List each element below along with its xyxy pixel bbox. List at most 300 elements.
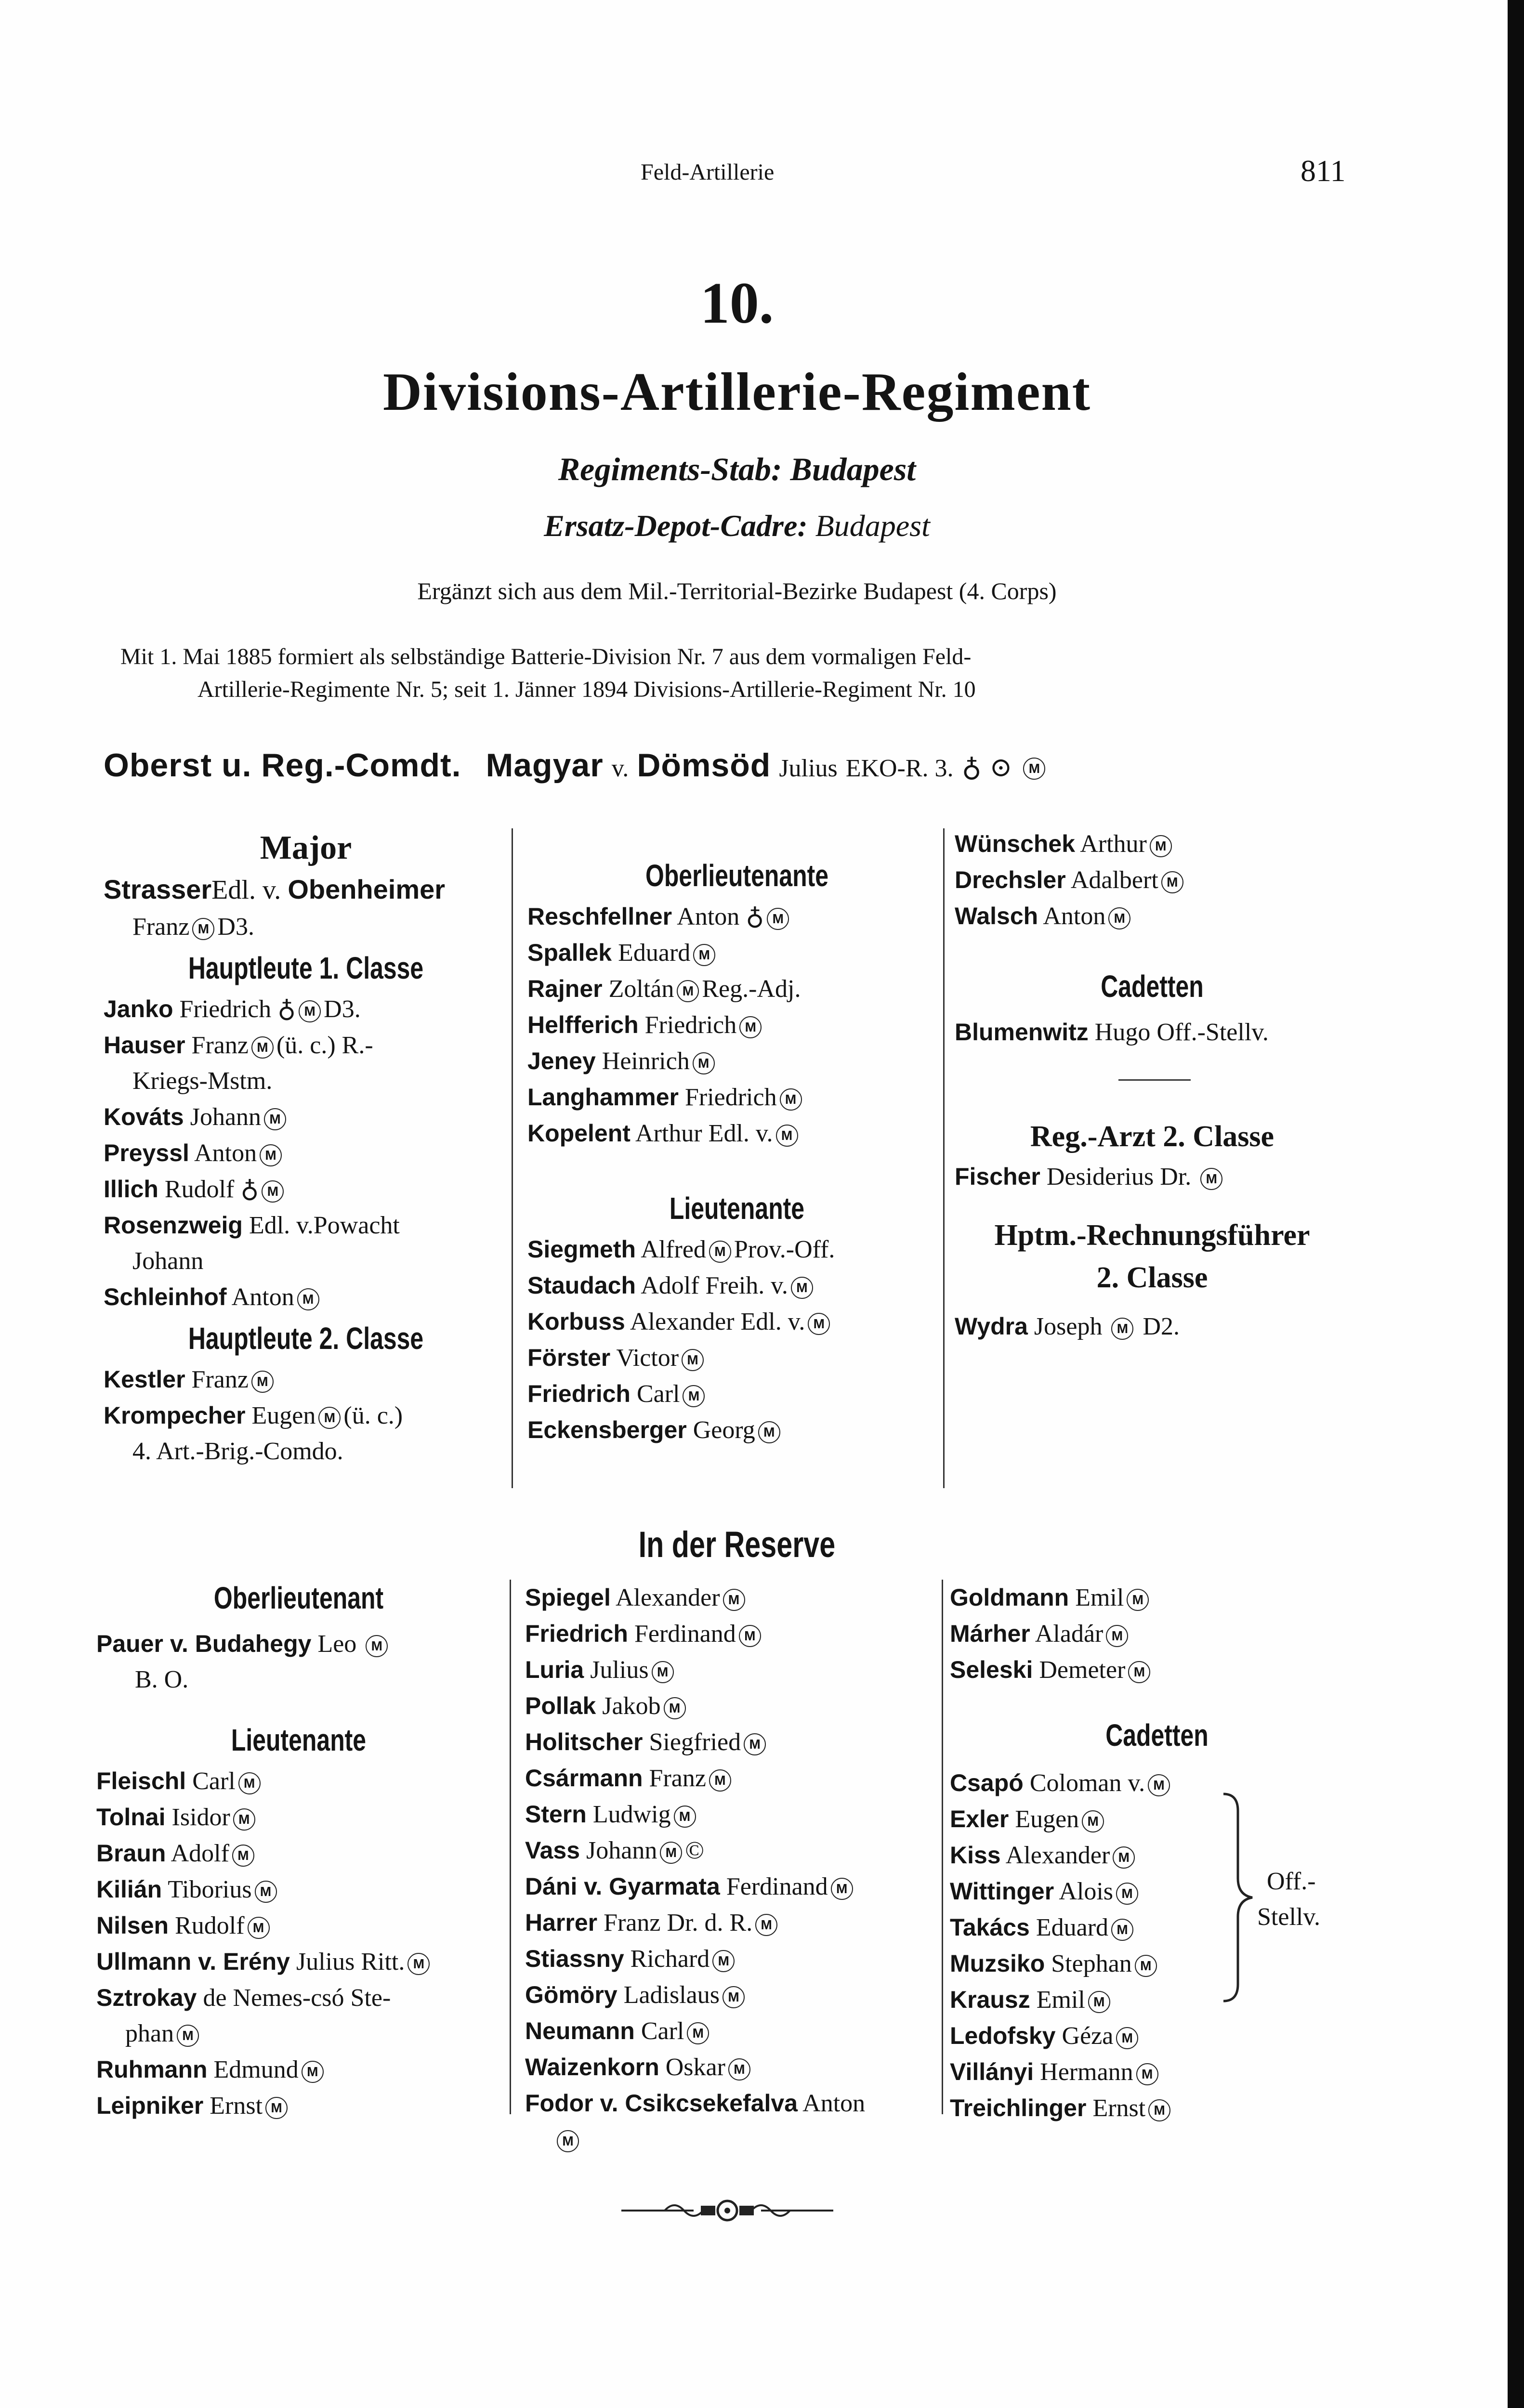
m-mark-icon: M xyxy=(407,1953,430,1975)
person-surname: Kestler xyxy=(104,1366,185,1393)
person-note: Powacht xyxy=(313,1212,400,1239)
person-given: Eugen xyxy=(1015,1806,1079,1833)
person-surname: Kilián xyxy=(96,1876,162,1903)
cross-icon: ♁ xyxy=(240,1176,259,1203)
list-item xyxy=(527,1304,946,1340)
list-item xyxy=(104,1063,508,1099)
list-item xyxy=(527,1007,946,1043)
list-item xyxy=(525,2049,944,2085)
person-given: Julius xyxy=(590,1656,649,1684)
list-item xyxy=(950,2090,1364,2126)
person-surname: Kopelent xyxy=(527,1120,631,1147)
person-surname: Márher xyxy=(950,1620,1030,1647)
hpt2-heading: Hauptleute 2. Classe xyxy=(188,1321,424,1356)
m-mark-icon: M xyxy=(1113,1846,1135,1869)
person-surname: Ruhmann xyxy=(96,2056,208,2083)
active-col-3 xyxy=(955,826,1350,1345)
person-given: Friedrich xyxy=(179,995,272,1023)
person-surname: Ledofsky xyxy=(950,2022,1056,2049)
person-given: Carl xyxy=(192,1767,236,1795)
m-mark-icon: M xyxy=(791,1277,813,1299)
m-mark-icon: M xyxy=(318,1407,341,1429)
depot-label: Ersatz-Depot-Cadre: xyxy=(544,509,808,543)
cadet-role: Off.-Stellv. xyxy=(1156,1019,1269,1046)
commander-given: Julius xyxy=(779,755,838,782)
commander-decoration: EKO-R. 3. xyxy=(845,755,954,782)
person-given: Demeter xyxy=(1039,1656,1126,1684)
m-mark-icon: M xyxy=(297,1288,319,1310)
person-given: Tiborius xyxy=(168,1876,252,1903)
person-given: Victor xyxy=(616,1344,679,1372)
list-item xyxy=(950,1580,1364,1616)
oblt-heading: Oberlieutenante xyxy=(645,858,829,893)
person-surname: Leipniker xyxy=(96,2092,204,2119)
person-surname: Villányi xyxy=(950,2058,1034,2085)
person-given: Heinrich xyxy=(602,1047,690,1075)
person-given: Ernst xyxy=(210,2092,263,2120)
person-given: Adalbert xyxy=(1070,866,1158,894)
stab-label: Regiments-Stab: xyxy=(558,451,782,487)
m-mark-icon: M xyxy=(1023,758,1045,780)
m-mark-icon: M xyxy=(723,1589,745,1611)
m-mark-icon: M xyxy=(780,1088,802,1111)
m-mark-icon: M xyxy=(728,2058,750,2081)
stab-line xyxy=(0,450,1474,488)
copyright-icon: © xyxy=(685,1837,704,1864)
reserve-heading xyxy=(0,1522,1474,1568)
person-given: Friedrich xyxy=(644,1011,737,1039)
person-given: Franz xyxy=(191,1366,249,1393)
list-item xyxy=(525,1905,944,1941)
oblt-list xyxy=(527,899,946,1152)
person-surname: Friedrich xyxy=(525,1620,628,1647)
person-given: Alfred xyxy=(641,1236,706,1263)
list-item xyxy=(104,1207,508,1243)
person-surname: Nilsen xyxy=(96,1912,169,1939)
person-surname: Krausz xyxy=(950,1986,1030,2013)
person-given: Ferdinand xyxy=(634,1620,736,1648)
person-given: Edl. v. xyxy=(249,1212,314,1239)
list-item xyxy=(950,1765,1364,1801)
person-surname: Walsch xyxy=(955,903,1038,929)
list-item xyxy=(527,1043,946,1079)
m-mark-icon: M xyxy=(1135,1955,1157,1977)
major-place: Obenheimer xyxy=(288,874,446,904)
person-note: Prov.-Off. xyxy=(734,1236,835,1263)
person-given: Anton xyxy=(677,903,740,930)
person-given: Franz Dr. d. R. xyxy=(604,1909,753,1937)
scan-edge xyxy=(1508,0,1524,2408)
person-given: Eduard xyxy=(1036,1914,1109,1941)
rech-heading-2: 2. Classe xyxy=(1096,1261,1208,1294)
list-item xyxy=(96,1835,501,1871)
res-col3-top-list xyxy=(950,1580,1364,1688)
m-mark-icon: M xyxy=(192,918,214,940)
person-surname: Gömöry xyxy=(525,1981,617,2008)
rech-entry xyxy=(955,1309,1350,1345)
m-mark-icon: M xyxy=(260,1144,282,1166)
m-mark-icon: M xyxy=(677,980,699,1002)
commander-place: Dömsöd xyxy=(637,747,771,784)
list-item xyxy=(104,991,508,1027)
res-oblt-entry xyxy=(96,1626,501,1662)
m-mark-icon: M xyxy=(1116,1883,1138,1905)
history-line-2: Artillerie-Regimente Nr. 5; seit 1. Jänner 1894 Divisions-Artillerie-Regiment Nr. 10 xyxy=(197,677,976,702)
list-item xyxy=(104,1171,508,1207)
person-given: 4. Art.-Brig.-Comdo. xyxy=(132,1438,343,1465)
person-surname: Reschfellner xyxy=(527,903,672,930)
res-lt-heading: Lieutenante xyxy=(231,1723,367,1757)
person-surname: Treichlinger xyxy=(950,2094,1087,2121)
m-mark-icon: M xyxy=(767,908,789,930)
person-surname: Schleinhof xyxy=(104,1283,227,1310)
person-given: Alexander Edl. v. xyxy=(630,1308,805,1335)
person-given: Eugen xyxy=(251,1402,316,1429)
complement-note: Ergänzt sich aus dem Mil.-Territorial-Bezirke Budapest (4. Corps) xyxy=(417,577,1057,604)
person-given: Julius Ritt. xyxy=(296,1948,405,1976)
list-item xyxy=(527,1376,946,1412)
major-heading: Major xyxy=(260,829,352,866)
person-given: Arthur Edl. v. xyxy=(635,1120,773,1147)
list-item xyxy=(525,1688,944,1724)
hpt1-heading: Hauptleute 1. Classe xyxy=(188,951,424,985)
person-given: Rudolf xyxy=(175,1912,245,1939)
list-item xyxy=(955,826,1350,862)
person-given: Adolf xyxy=(171,1840,229,1867)
reserve-title: In der Reserve xyxy=(638,1524,836,1565)
res-cadet-heading: Cadetten xyxy=(1105,1718,1209,1753)
res-col2-list xyxy=(525,1580,944,2157)
m-mark-icon: M xyxy=(776,1125,798,1147)
person-surname: Vass xyxy=(525,1837,580,1864)
lt-list xyxy=(527,1231,946,1448)
person-given: Emil xyxy=(1036,1986,1085,2014)
m-mark-icon: M xyxy=(1111,1919,1133,1941)
person-given: Anton xyxy=(231,1283,294,1311)
person-note: D3. xyxy=(324,995,361,1023)
major-entry-line-2 xyxy=(104,909,508,945)
person-surname: Holitscher xyxy=(525,1728,643,1755)
depot-value: Budapest xyxy=(815,509,930,543)
list-item xyxy=(525,1760,944,1796)
person-surname: Rosenzweig xyxy=(104,1212,243,1239)
m-mark-icon: M xyxy=(831,1878,853,1900)
m-mark-icon: M xyxy=(299,1000,321,1022)
person-surname: Stiassny xyxy=(525,1945,624,1972)
list-item xyxy=(104,1434,508,1469)
person-surname: Förster xyxy=(527,1344,611,1371)
m-mark-icon: M xyxy=(251,1371,274,1393)
m-mark-icon: M xyxy=(660,1842,682,1864)
list-item xyxy=(104,1398,508,1434)
person-surname: Preyssl xyxy=(104,1139,189,1166)
person-surname: Exler xyxy=(950,1806,1009,1832)
list-item xyxy=(525,1796,944,1832)
person-given: Franz xyxy=(191,1032,249,1059)
person-given: Emil xyxy=(1075,1584,1124,1611)
lt-heading: Lieutenante xyxy=(669,1191,805,1226)
list-item xyxy=(104,1361,508,1398)
person-surname: Staudach xyxy=(527,1272,636,1299)
m-mark-icon: M xyxy=(251,1036,274,1059)
m-mark-icon: M xyxy=(1161,871,1183,893)
m-mark-icon: M xyxy=(232,1845,254,1867)
person-surname: Fleischl xyxy=(96,1767,186,1794)
person-surname: Csármann xyxy=(525,1765,643,1792)
reserve-col-3 xyxy=(950,1580,1364,2126)
person-given: de Nemes-csó Ste- xyxy=(203,1984,391,2012)
person-surname: Kiss xyxy=(950,1842,1001,1869)
person-surname: Hauser xyxy=(104,1032,185,1059)
person-surname: Harrer xyxy=(525,1909,598,1936)
column-rule xyxy=(942,1580,943,2114)
person-surname: Wünschek xyxy=(955,830,1076,857)
m-mark-icon: M xyxy=(1200,1168,1222,1190)
m-mark-icon: M xyxy=(1116,2027,1138,2049)
m-mark-icon: M xyxy=(1136,2063,1158,2085)
m-mark-icon: M xyxy=(682,1349,704,1371)
person-note: (ü. c.) R.- xyxy=(276,1032,373,1059)
person-given: Anton xyxy=(194,1139,257,1167)
person-given: Johann xyxy=(190,1103,262,1131)
person-given: Ernst xyxy=(1092,2094,1146,2122)
person-given: Aladár xyxy=(1035,1620,1104,1648)
list-item xyxy=(525,2121,944,2157)
list-item xyxy=(525,1652,944,1688)
list-item xyxy=(96,1763,501,1799)
list-item xyxy=(525,1616,944,1652)
cadet-name: Blumenwitz xyxy=(955,1019,1089,1046)
list-item xyxy=(104,1027,508,1063)
res-oblt-heading: Oberlieutenant xyxy=(213,1581,384,1615)
list-item xyxy=(527,1412,946,1448)
cadet-heading: Cadetten xyxy=(1101,969,1204,1004)
list-item xyxy=(527,1115,946,1152)
list-item xyxy=(96,1871,501,1908)
res-oblt-given: Leo xyxy=(317,1630,357,1658)
column-rule xyxy=(512,828,513,1488)
person-surname: Seleski xyxy=(950,1656,1033,1683)
person-given: Carl xyxy=(636,1380,680,1408)
m-mark-icon: M xyxy=(693,944,715,966)
person-given: Richard xyxy=(630,1945,710,1973)
list-item xyxy=(527,1079,946,1115)
m-mark-icon: M xyxy=(248,1917,270,1939)
commander-line xyxy=(104,746,1048,785)
m-mark-icon: M xyxy=(652,1661,674,1683)
person-surname: Helfferich xyxy=(527,1011,639,1038)
list-item xyxy=(525,1832,944,1869)
person-given: Ferdinand xyxy=(726,1873,828,1900)
m-mark-icon: M xyxy=(808,1313,830,1335)
person-surname: Spiegel xyxy=(525,1584,611,1611)
m-mark-icon: M xyxy=(177,2025,199,2047)
person-surname: Eckensberger xyxy=(527,1416,687,1443)
arzt-name: Fischer xyxy=(955,1163,1040,1190)
list-item xyxy=(527,1268,946,1304)
m-mark-icon: M xyxy=(1106,1625,1128,1647)
arzt-entry xyxy=(955,1159,1350,1195)
stab-value: Budapest xyxy=(790,451,916,487)
person-given: Rudolf xyxy=(164,1176,235,1203)
person-given: Eduard xyxy=(618,939,691,967)
person-given: Jakob xyxy=(602,1692,661,1720)
commander-surname: Magyar xyxy=(486,747,604,784)
person-given: Ladislaus xyxy=(623,1981,720,2009)
m-mark-icon: M xyxy=(758,1421,780,1443)
person-surname: Pollak xyxy=(525,1692,596,1719)
m-mark-icon: M xyxy=(233,1808,255,1831)
res-oblt-name: Pauer v. Budahegy xyxy=(96,1630,312,1657)
m-mark-icon: M xyxy=(1148,2099,1170,2121)
list-item xyxy=(950,1946,1364,1982)
running-title: Feld-Artillerie xyxy=(641,159,775,185)
person-given: Adolf Freih. v. xyxy=(641,1272,788,1299)
arzt-heading: Reg.-Arzt 2. Classe xyxy=(1030,1120,1274,1153)
m-mark-icon: M xyxy=(1108,907,1130,929)
list-item xyxy=(525,1869,944,1905)
major-title: Edl. v. xyxy=(211,875,281,905)
active-col-1 xyxy=(104,826,508,1469)
list-item xyxy=(950,2018,1364,2054)
list-item xyxy=(104,1099,508,1135)
person-surname: Braun xyxy=(96,1840,166,1867)
person-given: Oskar xyxy=(665,2054,725,2081)
regiment-title: Divisions-Artillerie-Regiment xyxy=(382,362,1091,422)
person-surname: Jeney xyxy=(527,1047,596,1074)
person-given: Edmund xyxy=(213,2056,299,2083)
list-item xyxy=(525,1941,944,1977)
commander-rank: Oberst u. Reg.-Comdt. xyxy=(104,747,461,784)
person-note: (ü. c.) xyxy=(343,1402,403,1429)
m-mark-icon: M xyxy=(262,1180,284,1203)
cadet-entry xyxy=(955,1014,1350,1050)
person-surname: Luria xyxy=(525,1656,584,1683)
brace-label-2: Stellv. xyxy=(1257,1903,1320,1931)
person-given: Kriegs-Mstm. xyxy=(132,1067,273,1095)
m-mark-icon: M xyxy=(709,1769,731,1792)
major-name: Strasser xyxy=(104,874,212,904)
person-given: Arthur xyxy=(1080,830,1147,858)
person-given: Georg xyxy=(693,1416,755,1444)
person-note: Reg.-Adj. xyxy=(702,975,801,1003)
person-given: Carl xyxy=(641,2017,684,2045)
list-item xyxy=(525,1724,944,1760)
separator-dash xyxy=(1118,1079,1191,1081)
m-mark-icon: M xyxy=(1088,1991,1110,2013)
m-mark-icon: M xyxy=(366,1635,388,1657)
person-surname: Friedrich xyxy=(527,1380,631,1407)
person-surname: Tolnai xyxy=(96,1804,166,1831)
hpt1-list xyxy=(104,991,508,1315)
history-paragraph xyxy=(120,641,1339,706)
brace-icon xyxy=(1219,1792,1257,2003)
person-given: Alexander xyxy=(615,1584,720,1611)
person-surname: Dáni v. Gyarmata xyxy=(525,1873,720,1900)
person-given: Alois xyxy=(1059,1878,1114,1905)
m-mark-icon: M xyxy=(683,1385,705,1407)
list-item xyxy=(527,1340,946,1376)
person-given: Géza xyxy=(1062,2022,1114,2050)
person-surname: Fodor v. Csikcsekefalva xyxy=(525,2090,798,2117)
active-col-2 xyxy=(527,852,946,1448)
person-surname: Drechsler xyxy=(955,866,1066,893)
brace-label-1: Off.- xyxy=(1267,1868,1316,1895)
cross-icon: ♁ xyxy=(961,753,982,783)
cadet-given: Hugo xyxy=(1094,1019,1151,1046)
major-entry xyxy=(104,870,508,909)
m-mark-icon: M xyxy=(1111,1318,1133,1340)
list-item xyxy=(525,2085,944,2121)
list-item xyxy=(104,1135,508,1171)
list-item xyxy=(950,1652,1364,1688)
person-surname: Ullmann v. Erény xyxy=(96,1948,290,1975)
res-oblt-line-2: B. O. xyxy=(135,1666,189,1693)
m-mark-icon: M xyxy=(1150,835,1172,857)
person-surname: Takács xyxy=(950,1914,1030,1941)
m-mark-icon: M xyxy=(1127,1589,1149,1611)
m-mark-icon: M xyxy=(1082,1810,1104,1832)
m-mark-icon: M xyxy=(1148,1774,1170,1796)
person-surname: Siegmeth xyxy=(527,1236,636,1263)
list-item xyxy=(950,1982,1364,2018)
list-item xyxy=(950,1801,1364,1837)
person-given: phan xyxy=(125,2020,174,2047)
person-surname: Neumann xyxy=(525,2017,635,2044)
person-surname: Langhammer xyxy=(527,1084,679,1111)
list-item xyxy=(96,2088,501,2124)
m-mark-icon: M xyxy=(712,1950,735,1972)
m-mark-icon: M xyxy=(674,1806,696,1828)
m-mark-icon: M xyxy=(265,2097,288,2119)
res-cadet-list xyxy=(950,1765,1364,2126)
person-given: Johann xyxy=(132,1247,204,1275)
m-mark-icon: M xyxy=(739,1016,762,1038)
col3-top-list xyxy=(955,826,1350,934)
regiment-number: 10. xyxy=(700,271,774,336)
list-item xyxy=(955,862,1350,898)
list-item xyxy=(96,1980,501,2016)
person-surname: Illich xyxy=(104,1176,158,1203)
person-given: Friedrich xyxy=(684,1084,777,1111)
person-given: Alexander xyxy=(1005,1842,1110,1869)
person-given: Ludwig xyxy=(592,1801,671,1828)
m-mark-icon: M xyxy=(664,1697,686,1719)
person-given: Siegfried xyxy=(649,1728,741,1756)
m-mark-icon: M xyxy=(744,1733,766,1755)
m-mark-icon: M xyxy=(255,1881,277,1903)
list-item xyxy=(527,899,946,935)
res-lt-list xyxy=(96,1763,501,2124)
list-item xyxy=(525,2013,944,2049)
page-number: 811 xyxy=(1301,154,1346,188)
ornament-icon xyxy=(621,2196,833,2225)
sun-icon: ⊙ xyxy=(989,753,1012,783)
m-mark-icon: M xyxy=(739,1625,761,1647)
rech-given: Joseph xyxy=(1034,1313,1103,1340)
person-surname: Muzsiko xyxy=(950,1950,1045,1977)
cross-icon: ♁ xyxy=(277,995,296,1023)
m-mark-icon: M xyxy=(1128,1661,1150,1683)
list-item xyxy=(527,1231,946,1268)
list-item xyxy=(527,971,946,1007)
person-given: Hermann xyxy=(1040,2058,1133,2086)
m-mark-icon: M xyxy=(302,2061,324,2083)
person-surname: Kováts xyxy=(104,1103,184,1130)
person-surname: Wittinger xyxy=(950,1878,1054,1905)
column-rule xyxy=(943,828,945,1488)
list-item xyxy=(950,1616,1364,1652)
